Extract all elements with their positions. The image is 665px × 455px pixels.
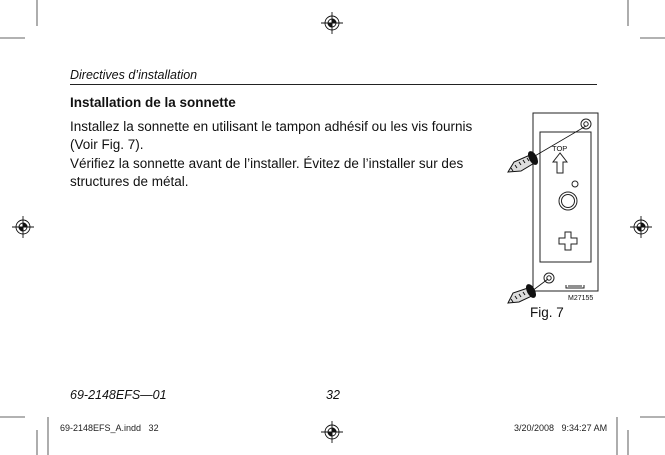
- header-title: Directives d’installation: [70, 68, 198, 82]
- paragraph-1: Installez la sonnette en utilisant le tampon adhésif ou les vis fournis (Voir Fig. 7).: [70, 119, 473, 152]
- fig-top-label: TOP: [552, 144, 568, 153]
- figure-code: M27155: [568, 295, 594, 302]
- page-number: 32: [326, 388, 340, 402]
- slug-filename: 69-2148EFS_A.indd 32: [60, 423, 159, 433]
- registration-mark-icon: [321, 12, 343, 34]
- header-divider: [70, 84, 597, 85]
- document-number: 69-2148EFS—01: [70, 388, 167, 402]
- section-title: Installation de la sonnette: [70, 95, 236, 110]
- registration-mark-icon: [12, 216, 34, 238]
- doorbell-figure: [533, 113, 598, 291]
- registration-mark-icon: [630, 216, 652, 238]
- paragraph-2: Vérifiez la sonnette avant de l’installer. Évitez de l’installer sur des structures de métal.: [70, 156, 464, 189]
- registration-mark-icon: [321, 421, 343, 443]
- figure-caption: Fig. 7: [530, 305, 564, 320]
- slug-date: 3/20/2008 9:34:27 AM: [514, 423, 608, 433]
